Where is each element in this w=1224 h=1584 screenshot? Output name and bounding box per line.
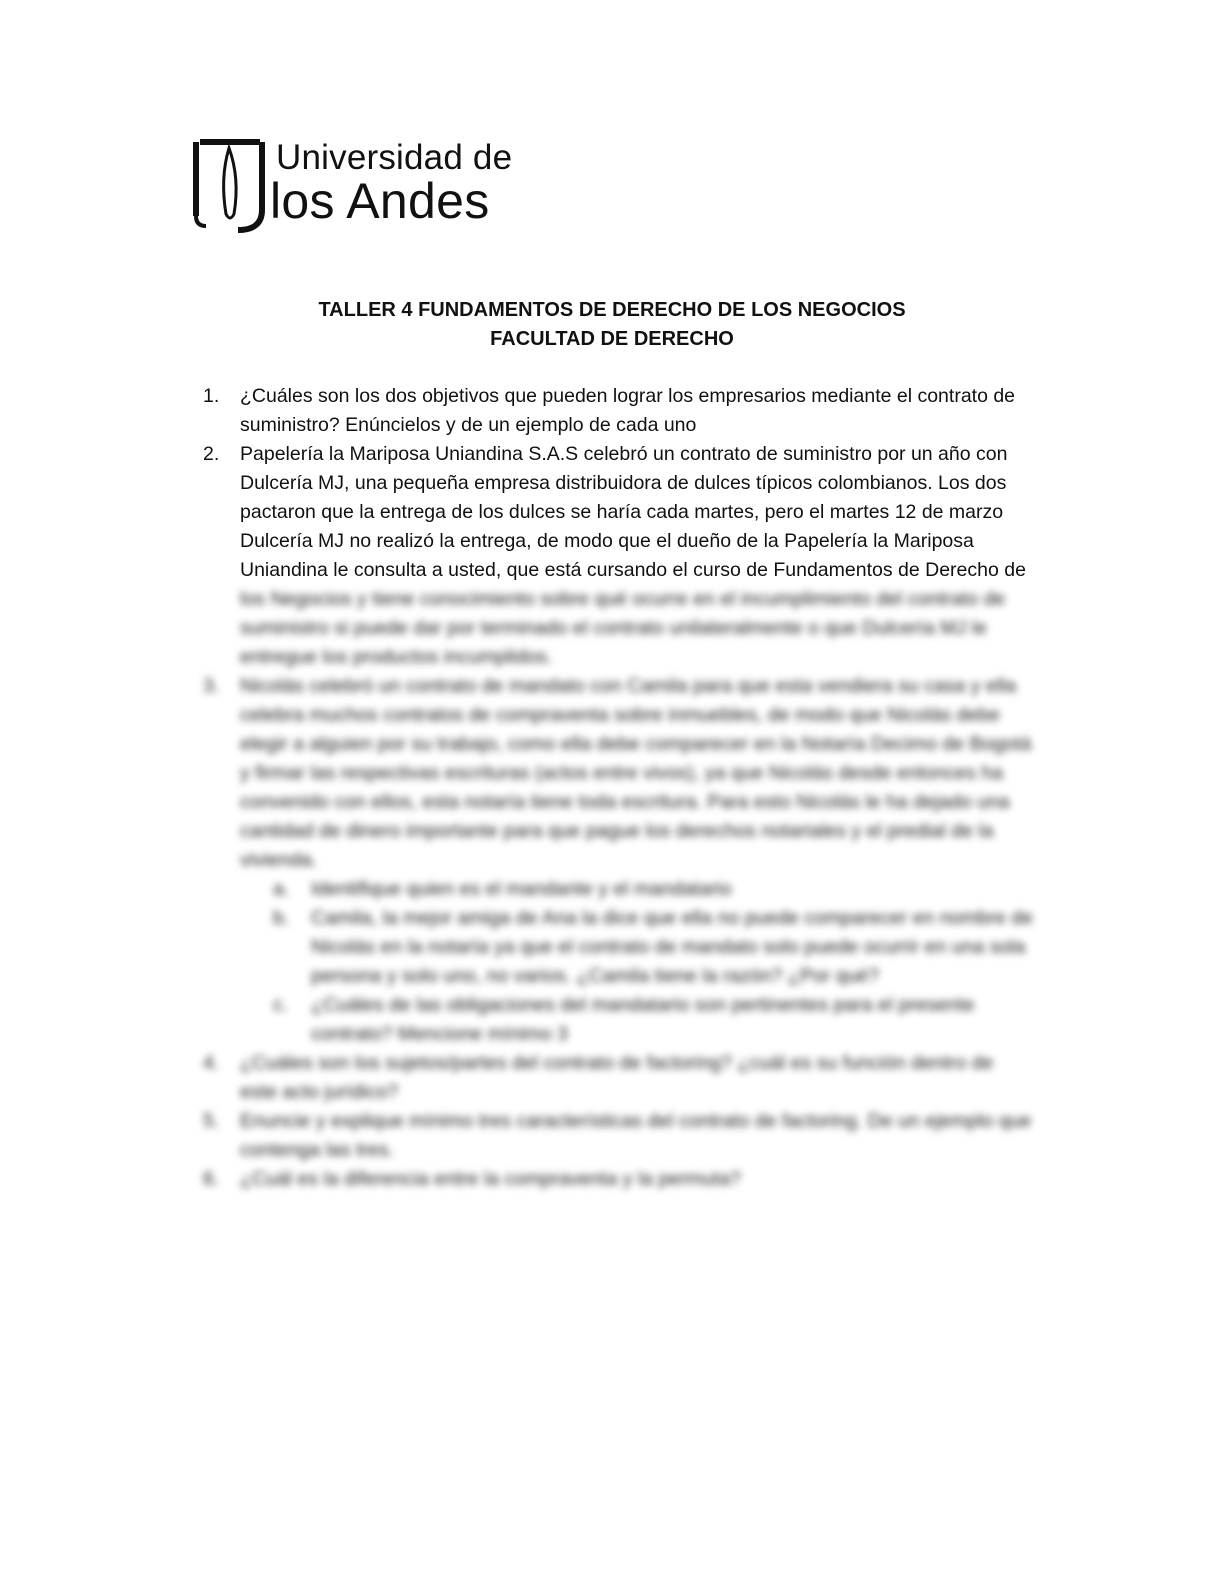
sub-question-item [273, 991, 1033, 1049]
question-text-blurred: los Negocios y tiene conocimiento sobre qué ocurre en el incumplimiento del contrato de suministro si puede dar por terminado el contrato unilateralmente o que Dulcería MJ le entregue los productos incumplidos. [240, 588, 1006, 668]
logo-text-line1: Universidad de [276, 138, 513, 177]
question-text: Papelería la Mariposa Uniandina S.A.S celebró un contrato de suministro por un año con Dulcería MJ, una pequeña empresa distribuidora de dulces típicos colombianos. Los dos pactaron que la entrega de los dulces se haría cada martes, pero el martes 12 de marzo Dulcería MJ no realizó la entrega, de modo que el dueño de la Papelería la Mariposa Uniandina le consulta a usted, que está cursando el curso de Fundamentos de Derecho de [240, 443, 1026, 581]
sub-question-letter: a. [273, 878, 290, 900]
question-number: 6. [203, 1168, 220, 1190]
andes-emblem-icon [190, 138, 270, 234]
document-header [0, 296, 1224, 354]
blurred-section [203, 672, 1033, 1194]
sub-question-item [273, 875, 1033, 904]
question-number: 3. [203, 675, 220, 697]
document-title: TALLER 4 FUNDAMENTOS DE DERECHO DE LOS NEGOCIOS [318, 299, 906, 321]
question-number: 2. [203, 443, 220, 465]
question-text: ¿Cuáles son los sujetos/partes del contrato de factoring? ¿cuál es su función dentro de este acto jurídico? [240, 1052, 994, 1103]
question-item [203, 440, 1033, 672]
sub-question-text: Identifique quien es el mandante y el mandatario [311, 878, 732, 900]
sub-question-text: Camila, la mejor amiga de Ana la dice que ella no puede comparecer en nombre de Nicolás en la notaría ya que el contrato de mandato solo puede ocurrir en una sola persona y solo uno, no varios. ¿Camila tiene la razón? ¿Por qué? [311, 907, 1033, 987]
logo-text-line2: los Andes [270, 173, 490, 229]
question-number: 5. [203, 1110, 220, 1132]
sub-question-item [273, 904, 1033, 991]
sub-question-letter: c. [273, 994, 289, 1016]
question-item [203, 1165, 1033, 1194]
university-logo [190, 138, 513, 234]
question-item [203, 1107, 1033, 1165]
question-number: 1. [203, 385, 220, 407]
question-number: 4. [203, 1052, 220, 1074]
sub-question-text: ¿Cuáles de las obligaciones del mandatario son pertinentes para el presente contrato? Mencione mínimo 3 [311, 994, 975, 1045]
question-text: ¿Cuál es la diferencia entre la compraventa y la permuta? [240, 1168, 741, 1190]
question-text: ¿Cuáles son los dos objetivos que pueden lograr los empresarios mediante el contrato de suministro? Enúncielos y de un ejemplo de cada uno [240, 385, 1016, 436]
question-item [203, 1049, 1033, 1107]
questions-list [203, 382, 1033, 1194]
sub-question-letter: b. [273, 907, 290, 929]
question-item [203, 672, 1033, 875]
question-text: Nicolás celebró un contrato de mandato con Camila para que esta vendiera su casa y ella celebra muchos contratos de compraventa sobre inmuebles, de modo que Nicolás debe elegir a alguien por su trabajo, como ella debe comparecer en la Notaría Decimo de Bogotá y firmar las respectivas escrituras (actos entre vivos), ya que Nicolás desde entonces ha convenido con ellos, esta notaría tiene toda escritura. Para esto Nicolás le ha dejado una cantidad de dinero importante para que pague los derechos notariales y el predial de la vivienda. [240, 675, 1032, 871]
document-subtitle: FACULTAD DE DERECHO [490, 328, 734, 350]
question-text: Enuncie y explique mínimo tres características del contrato de factoring. De un ejemplo que contenga las tres. [240, 1110, 1032, 1161]
question-item [203, 382, 1033, 440]
